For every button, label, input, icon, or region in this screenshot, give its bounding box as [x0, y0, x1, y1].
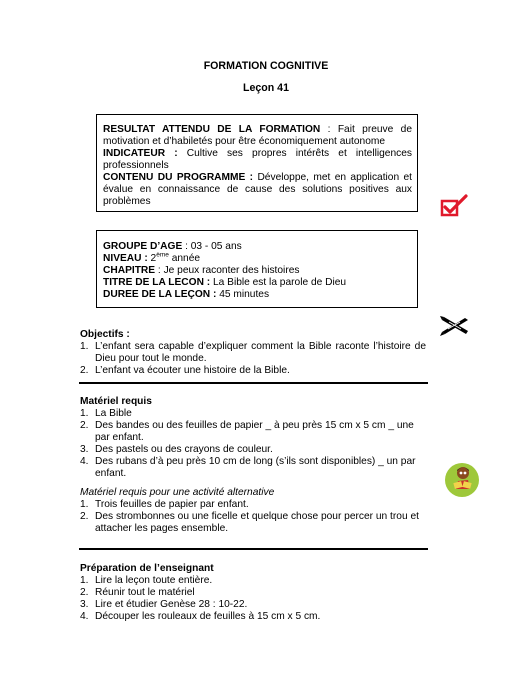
- list-item: 2. Réunir tout le matériel: [80, 587, 195, 598]
- list-item: 1. La Bible: [80, 408, 132, 419]
- list-item: 1. Lire la leçon toute entière.: [80, 575, 213, 586]
- child-reading-icon: [444, 462, 480, 498]
- list-item: 3. Lire et étudier Genèse 28 : 10-22.: [80, 599, 248, 610]
- lesson-number: Leçon 41: [243, 82, 289, 94]
- lesson-info-box: [96, 230, 418, 308]
- lesson-duration: DUREE DE LA LEÇON : 45 minutes: [103, 289, 270, 300]
- level: NIVEAU : 2ème année: [103, 251, 201, 264]
- list-item: 2. Des strombonnes ou une ficelle et quelque chose pour percer un trou et attacher les pages ensemble.: [80, 511, 419, 534]
- materials-heading: Matériel requis: [80, 396, 152, 407]
- age-group: GROUPE D’AGE : 03 - 05 ans: [103, 241, 242, 252]
- lesson-title: TITRE DE LA LECON : La Bible est la parole de Dieu: [103, 277, 347, 288]
- chapter: CHAPITRE : Je peux raconter des histoires: [103, 265, 300, 276]
- list-item: 4. Découper les rouleaux de feuilles à 15 cm x 5 cm.: [80, 611, 321, 622]
- list-item: 2. Des bandes ou des feuilles de papier _ à peu près 15 cm x 5 cm _ une par enfant.: [80, 420, 414, 443]
- section-divider: [79, 548, 428, 550]
- objectives-heading: Objectifs :: [80, 329, 130, 340]
- list-item: 3. Des pastels ou des crayons de couleur.: [80, 444, 273, 455]
- list-item: 4. Des rubans d’à peu près 10 cm de long (s’ils sont disponibles) _ un par enfant.: [80, 456, 416, 479]
- list-item: 1. Trois feuilles de papier par enfant.: [80, 499, 249, 510]
- crossed-pencils-icon: [439, 313, 471, 337]
- checkbox-check-icon: [440, 194, 470, 218]
- section-divider: [79, 382, 428, 384]
- preparation-heading: Préparation de l’enseignant: [80, 563, 214, 574]
- alt-materials-list: [80, 499, 445, 535]
- objectives-list: [80, 341, 426, 377]
- expected-result: RESULTAT ATTENDU DE LA FORMATION : Fait preuve de motivation et d’habiletés pour être économiquement autonome: [103, 124, 412, 147]
- document-title: FORMATION COGNITIVE: [203, 60, 329, 72]
- preparation-list: [80, 575, 426, 623]
- materials-list: [80, 408, 420, 480]
- list-item: 2. L’enfant va écouter une histoire de la Bible.: [80, 365, 290, 376]
- alt-materials-heading: Matériel requis pour une activité alternative: [80, 487, 275, 498]
- indicator: INDICATEUR : Cultive ses propres intérêts et intelligences professionnels: [103, 148, 412, 171]
- list-item: 1. L’enfant sera capable d’expliquer comment la Bible raconte l’histoire de Dieu pour tout le monde.: [80, 341, 426, 364]
- objectives-box: [96, 114, 418, 212]
- program-content: CONTENU DU PROGRAMME : Développe, met en application et évalue en connaissance de cause des solutions positives aux problèmes: [103, 172, 412, 207]
